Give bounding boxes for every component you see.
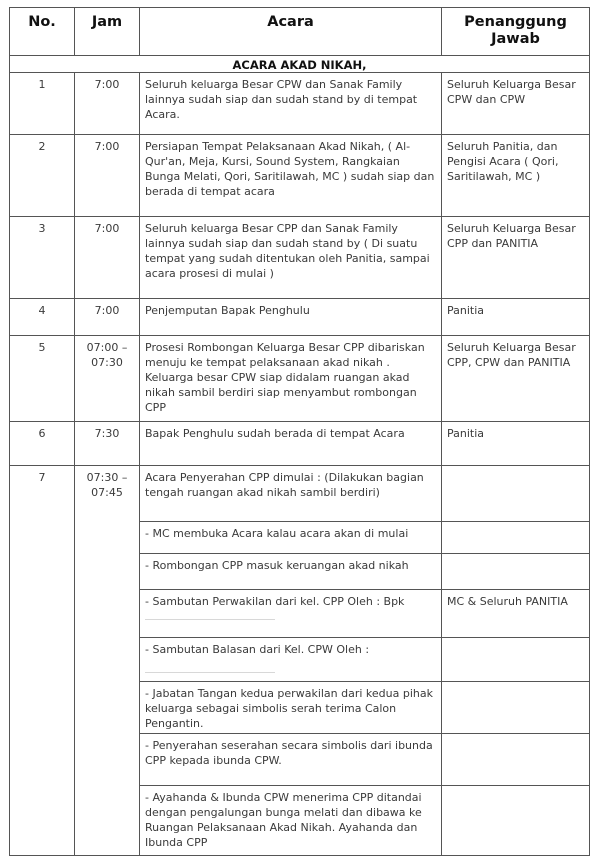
rundown-document bbox=[9, 7, 590, 856]
table-row bbox=[10, 336, 590, 422]
row-jam: 7:30 bbox=[75, 422, 140, 466]
header-jam: Jam bbox=[75, 8, 140, 56]
row-pj bbox=[442, 734, 590, 786]
blank-line bbox=[145, 660, 275, 673]
header-no: No. bbox=[10, 8, 75, 56]
row-no: 2 bbox=[10, 135, 75, 217]
row-acara: Acara Penyerahan CPP dimulai : (Dilakukan bagian tengah ruangan akad nikah sambil berdiri) bbox=[140, 466, 442, 522]
row-pj bbox=[442, 554, 590, 590]
row-pj: Seluruh Keluarga Besar CPP, CPW dan PANITIA bbox=[442, 336, 590, 422]
section-title: ACARA AKAD NIKAH, bbox=[10, 56, 590, 73]
row-pj bbox=[442, 638, 590, 682]
header-acara: Acara bbox=[140, 8, 442, 56]
table-row bbox=[10, 135, 590, 217]
row-pj: Seluruh Keluarga Besar CPW dan CPW bbox=[442, 73, 590, 135]
row-pj bbox=[442, 786, 590, 856]
row-acara: - Rombongan CPP masuk keruangan akad nikah bbox=[140, 554, 442, 590]
row-pj: Seluruh Keluarga Besar CPP dan PANITIA bbox=[442, 217, 590, 299]
table-row bbox=[10, 466, 590, 522]
row-jam: 07:00 – 07:30 bbox=[75, 336, 140, 422]
row-pj bbox=[442, 682, 590, 734]
row-acara: Persiapan Tempat Pelaksanaan Akad Nikah, ( Al-Qur'an, Meja, Kursi, Sound System, Rangkaian Bunga Melati, Qori, Saritilawah, MC ) sudah siap dan berada di tempat acara bbox=[140, 135, 442, 217]
row-acara: - Penyerahan seserahan secara simbolis dari ibunda CPP kepada ibunda CPW. bbox=[140, 734, 442, 786]
row-jam: 7:00 bbox=[75, 217, 140, 299]
row-jam: 7:00 bbox=[75, 299, 140, 336]
row-no: 3 bbox=[10, 217, 75, 299]
row-jam: 07:30 – 07:45 bbox=[75, 466, 140, 856]
row-no: 4 bbox=[10, 299, 75, 336]
row-pj: Panitia bbox=[442, 422, 590, 466]
row-acara bbox=[140, 638, 442, 682]
row-acara: Seluruh keluarga Besar CPP dan Sanak Family lainnya sudah siap dan sudah stand by ( Di suatu tempat yang sudah ditentukan oleh Panitia, sampai acara prosesi di mulai ) bbox=[140, 217, 442, 299]
row-pj bbox=[442, 466, 590, 522]
row-acara: - Ayahanda & Ibunda CPW menerima CPP ditandai dengan pengalungan bunga melati dan dibawa ke Ruangan Pelaksanaan Akad Nikah. Ayahanda dan Ibunda CPP bbox=[140, 786, 442, 856]
table-row bbox=[10, 73, 590, 135]
row-no: 5 bbox=[10, 336, 75, 422]
row-acara: - MC membuka Acara kalau acara akan di mulai bbox=[140, 522, 442, 554]
section-row bbox=[10, 56, 590, 73]
blank-line bbox=[145, 610, 275, 620]
row-jam: 7:00 bbox=[75, 135, 140, 217]
row-acara: Bapak Penghulu sudah berada di tempat Acara bbox=[140, 422, 442, 466]
row-acara bbox=[140, 590, 442, 638]
row-jam: 7:00 bbox=[75, 73, 140, 135]
row-pj: Seluruh Panitia, dan Pengisi Acara ( Qori, Saritilawah, MC ) bbox=[442, 135, 590, 217]
row-pj bbox=[442, 522, 590, 554]
row-pj: MC & Seluruh PANITIA bbox=[442, 590, 590, 638]
row-acara-text: - Sambutan Balasan dari Kel. CPW Oleh : bbox=[145, 643, 370, 656]
row-acara: Seluruh keluarga Besar CPW dan Sanak Family lainnya sudah siap dan sudah stand by di tempat Acara. bbox=[140, 73, 442, 135]
table-row bbox=[10, 217, 590, 299]
row-acara-text: - Sambutan Perwakilan dari kel. CPP Oleh : Bpk bbox=[145, 595, 405, 608]
table-row bbox=[10, 422, 590, 466]
row-acara: Penjemputan Bapak Penghulu bbox=[140, 299, 442, 336]
row-no: 1 bbox=[10, 73, 75, 135]
row-acara: - Jabatan Tangan kedua perwakilan dari kedua pihak keluarga sebagai simbolis serah terima Calon Pengantin. bbox=[140, 682, 442, 734]
table-row bbox=[10, 299, 590, 336]
row-no: 7 bbox=[10, 466, 75, 856]
row-no: 6 bbox=[10, 422, 75, 466]
row-pj: Panitia bbox=[442, 299, 590, 336]
row-acara: Prosesi Rombongan Keluarga Besar CPP dibariskan menuju ke tempat pelaksanaan akad nikah . Keluarga besar CPW siap didalam ruangan akad nikah sambil berdiri siap menyambut rombongan CPP bbox=[140, 336, 442, 422]
header-penanggung-jawab: Penanggung Jawab bbox=[442, 8, 590, 56]
table-header-row bbox=[10, 8, 590, 56]
rundown-table bbox=[9, 7, 590, 856]
